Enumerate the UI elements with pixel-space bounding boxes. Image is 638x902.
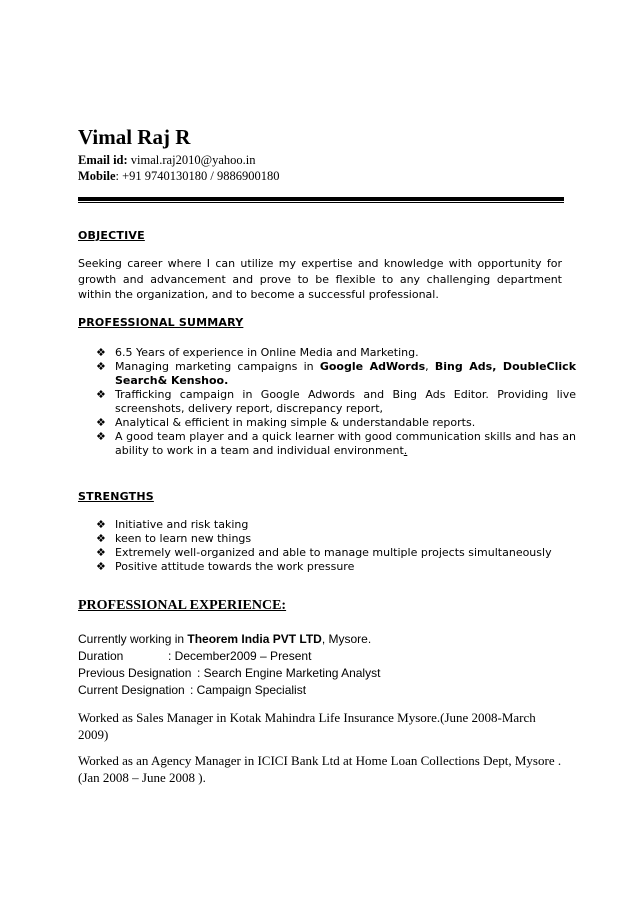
mobile-value: : +91 9740130180 / 9886900180 [115, 169, 280, 183]
diamond-bullet-icon: ❖ [96, 360, 106, 373]
candidate-name: Vimal Raj R [78, 125, 191, 149]
header-divider-thin [78, 202, 564, 203]
current-employer-line [78, 631, 371, 649]
diamond-bullet-icon: ❖ [96, 560, 106, 573]
previous-designation-line [78, 665, 380, 683]
list-item [96, 430, 576, 458]
summary-item-text: Analytical & efficient in making simple & understandable reports. [115, 416, 476, 429]
diamond-bullet-icon: ❖ [96, 388, 106, 401]
header-divider-thick [78, 197, 564, 201]
diamond-bullet-icon: ❖ [96, 518, 106, 531]
diamond-bullet-icon: ❖ [96, 416, 106, 429]
list-item [96, 388, 576, 416]
diamond-bullet-icon: ❖ [96, 532, 106, 545]
summary-item-text: A good team player and a quick learner with good communication skills and has an ability to work in a team and individual environment [115, 430, 576, 457]
diamond-bullet-icon: ❖ [96, 430, 106, 443]
strengths-list [96, 518, 576, 574]
list-item [96, 546, 576, 560]
list-item [96, 360, 576, 388]
diamond-bullet-icon: ❖ [96, 546, 106, 559]
summary-item-text: Managing marketing campaigns in [115, 360, 320, 373]
previous-designation-label: Previous Designation [78, 666, 192, 680]
strength-text: Positive attitude towards the work pressure [115, 560, 355, 573]
strength-text: Extremely well-organized and able to manage multiple projects simultaneously [115, 546, 552, 559]
kotak-experience: Worked as Sales Manager in Kotak Mahindra Life Insurance Mysore.(June 2008-March 2009) [78, 710, 536, 742]
icici-experience: Worked as an Agency Manager in ICICI Bank Ltd at Home Loan Collections Dept, Mysore . (Jan 2008 – June 2008 ). [78, 753, 562, 785]
summary-item-text: 6.5 Years of experience in Online Media and Marketing. [115, 346, 419, 359]
summary-heading: PROFESSIONAL SUMMARY [78, 316, 244, 329]
summary-item-text: Trafficking campaign in Google Adwords and Bing Ads Editor. Providing live screenshots, delivery report, discrepancy report, [115, 388, 576, 415]
duration-label: Duration [78, 649, 124, 663]
current-employer-suffix: , Mysore. [321, 632, 372, 646]
mobile-label: Mobile [78, 169, 116, 183]
list-item [96, 346, 576, 360]
current-company: Theorem India PVT LTD [187, 632, 322, 646]
objective-heading: OBJECTIVE [78, 229, 145, 242]
duration-line [78, 648, 311, 666]
summary-list [96, 346, 576, 458]
mobile-line [78, 168, 280, 184]
summary-item-text: . [403, 444, 408, 457]
list-item [96, 518, 576, 532]
email-label: Email id: [78, 153, 128, 167]
current-employer-prefix: Currently working in [78, 632, 188, 646]
current-designation-label: Current Designation [78, 683, 185, 697]
current-designation-value: : Campaign Specialist [190, 683, 307, 697]
experience-heading: PROFESSIONAL EXPERIENCE: [78, 598, 287, 613]
email-value: vimal.raj2010@yahoo.in [127, 153, 256, 167]
summary-item-text: , [425, 360, 435, 373]
list-item [96, 560, 576, 574]
list-item [96, 416, 576, 430]
email-line [78, 152, 255, 168]
current-designation-line [78, 682, 306, 700]
objective-text: Seeking career where I can utilize my expertise and knowledge with opportunity for growth and advancement and prove to be flexible to any challenging department within the organization, and to become a successful professional. [78, 257, 562, 301]
previous-designation-value: : Search Engine Marketing Analyst [197, 666, 381, 680]
strength-text: keen to learn new things [115, 532, 252, 545]
list-item [96, 532, 576, 546]
summary-item-bold: Bing Ads, DoubleClick Search& Kenshoo. [115, 360, 577, 387]
strength-text: Initiative and risk taking [115, 518, 249, 531]
duration-value: : December2009 – Present [168, 649, 312, 663]
diamond-bullet-icon: ❖ [96, 346, 106, 359]
strengths-heading: STRENGTHS [78, 490, 154, 503]
summary-item-bold: Google AdWords [319, 360, 426, 373]
